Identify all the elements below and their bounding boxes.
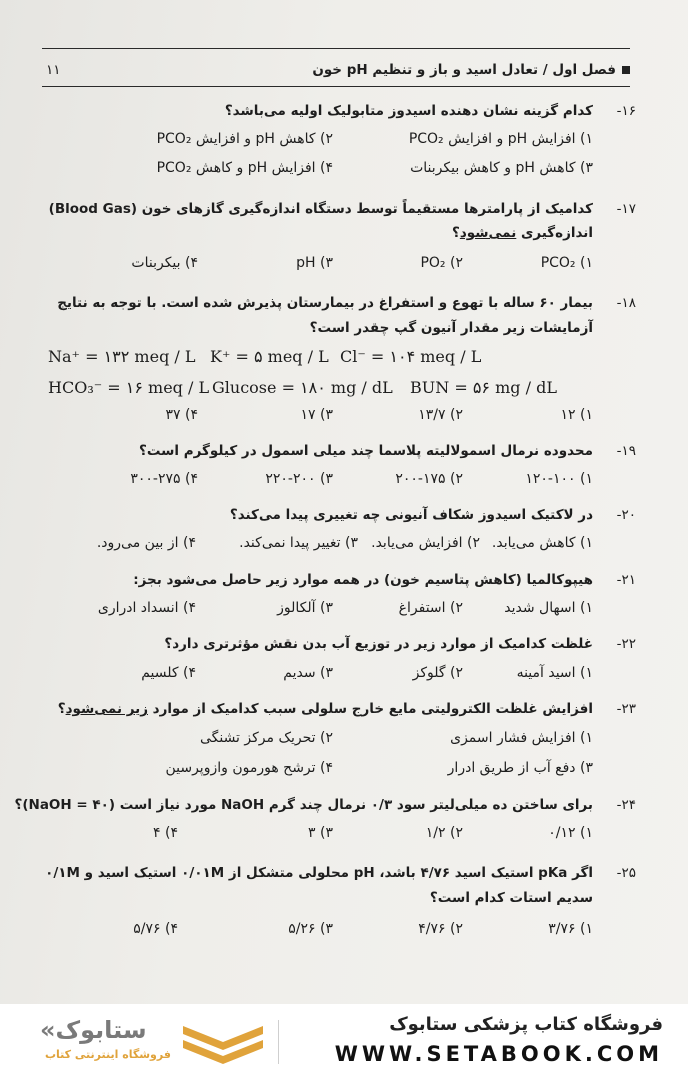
option-3[interactable]: ۳) ۱۷ (300, 407, 333, 423)
store-footer (0, 1004, 688, 1080)
lab-sodium: Na⁺ = ۱۳۲ meq / L (48, 347, 196, 366)
option-4[interactable]: ۴) افزایش pH و کاهش PCO₂ (156, 160, 333, 176)
option-1[interactable]: ۱) افزایش pH و افزایش PCO₂ (408, 131, 593, 147)
option-1[interactable]: ۱) افزایش فشار اسمزی (450, 730, 593, 746)
option-4[interactable]: ۴) انسداد ادراری (97, 600, 196, 616)
question-text: افزایش غلظت الکترولیتی مایع خارج سلولی سبب کدامیک از موارد زیر نمی‌شود؟ (57, 701, 593, 717)
option-1[interactable]: ۱) اسهال شدید (504, 600, 593, 616)
option-2[interactable]: ۲) ۴/۷۶ (418, 921, 463, 937)
option-4[interactable]: ۴) ۵/۷۶ (133, 921, 178, 937)
option-4[interactable]: ۴) بیکربنات (131, 255, 198, 271)
option-3[interactable]: ۳) تغییر پیدا نمی‌کند. (239, 535, 358, 551)
question-number: -۲۴ (616, 797, 636, 813)
question-number: -۱۹ (616, 443, 636, 459)
option-4[interactable]: ۴) از بین می‌رود. (96, 535, 196, 551)
option-1[interactable]: ۱) ۰/۱۲ (548, 825, 593, 841)
option-3[interactable]: ۳) ۳ (308, 825, 333, 841)
option-4[interactable]: ۴) ۳۷ (165, 407, 198, 423)
option-3[interactable]: ۳) ۵/۲۶ (288, 921, 333, 937)
question-text: کدام گزینه نشان دهنده اسیدوز متابولیک اولیه می‌باشد؟ (224, 103, 593, 119)
lab-chloride: Cl⁻ = ۱۰۴ meq / L (340, 347, 482, 366)
logo-wordmark: «ستابوک (40, 1016, 147, 1044)
question-text-line-2: سدیم استات کدام است؟ (429, 890, 593, 906)
option-2[interactable]: ۲) ۱۳/۷ (418, 407, 463, 423)
option-4[interactable]: ۴) ۴ (153, 825, 178, 841)
footer-divider (278, 1020, 279, 1064)
option-4[interactable]: ۴) کلسیم (141, 665, 196, 681)
option-2[interactable]: ۲) ۱/۲ (425, 825, 463, 841)
question-number: -۱۶ (616, 103, 636, 119)
option-2[interactable]: ۲) استفراغ (398, 600, 463, 616)
question-number: -۲۲ (616, 636, 636, 652)
option-3[interactable]: ۳) pH (296, 255, 333, 271)
lab-glucose: Glucose = ۱۸۰ mg / dL (212, 378, 393, 397)
option-3[interactable]: ۳) سدیم (283, 665, 333, 681)
option-1[interactable]: ۱) ۱۲۰-۱۰۰ (525, 471, 593, 487)
option-2[interactable]: ۲) تحریک مرکز تشنگی (199, 730, 333, 746)
lab-bicarbonate: HCO₃⁻ = ۱۶ meq / L (48, 378, 210, 397)
header-rule-top (42, 48, 630, 49)
option-1[interactable]: ۱) PCO₂ (540, 255, 593, 271)
page-number: ۱۱ (46, 62, 61, 78)
header-rule-bottom (42, 86, 630, 87)
option-1[interactable]: ۱) ۳/۷۶ (548, 921, 593, 937)
chapter-title: فصل اول / تعادل اسید و باز و تنظیم pH خون (312, 58, 630, 82)
option-1[interactable]: ۱) اسید آمینه (516, 665, 593, 681)
question-text-line-2: آزمایشات زیر مقدار آنیون گپ چقدر است؟ (309, 320, 593, 336)
option-4[interactable]: ۴) ۳۰۰-۲۷۵ (130, 471, 198, 487)
question-number: -۲۵ (616, 865, 636, 881)
option-2[interactable]: ۲) افزایش می‌یابد. (371, 535, 480, 551)
store-name: فروشگاه کتاب پزشکی ستابوک (389, 1014, 663, 1035)
option-3[interactable]: ۳) آلکالوز (277, 600, 333, 616)
option-2[interactable]: ۲) PO₂ (420, 255, 463, 271)
option-1[interactable]: ۱) کاهش می‌یابد. (491, 535, 593, 551)
square-bullet-icon (622, 66, 630, 74)
question-number: -۲۳ (616, 701, 636, 717)
option-1[interactable]: ۱) ۱۲ (560, 407, 593, 423)
option-3[interactable]: ۳) کاهش pH و کاهش بیکربنات (410, 160, 593, 176)
negation-emphasis: زیر نمی‌شود (65, 701, 148, 717)
question-text: هیپوکالمیا (کاهش پتاسیم خون) در همه موارد زیر حاصل می‌شود بجز: (133, 572, 593, 588)
question-number: -۲۰ (616, 507, 636, 523)
option-4[interactable]: ۴) ترشح هورمون وازوپرسین (165, 760, 333, 776)
question-number: -۱۷ (616, 201, 636, 217)
option-3[interactable]: ۳) ۲۲۰-۲۰۰ (265, 471, 333, 487)
question-text: بیمار ۶۰ ساله با تهوع و استفراغ در بیمارستان پذیرش شده است. با توجه به نتایج (57, 295, 593, 311)
question-number: -۱۸ (616, 295, 636, 311)
running-head (42, 58, 630, 82)
lab-potassium: K⁺ = ۵ meq / L (210, 347, 329, 366)
store-url-link[interactable]: WWW.SETABOOK.COM (334, 1042, 663, 1066)
logo-tagline: فروشگاه اینترنتی کتاب (45, 1048, 171, 1061)
option-2[interactable]: ۲) ۲۰۰-۱۷۵ (395, 471, 463, 487)
option-2[interactable]: ۲) گلوکز (412, 665, 463, 681)
option-2[interactable]: ۲) کاهش pH و افزایش PCO₂ (156, 131, 333, 147)
lab-bun: BUN = ۵۶ mg / dL (410, 378, 557, 397)
question-text: محدوده نرمال اسمولالیته پلاسما چند میلی اسمول در کیلوگرم است؟ (139, 443, 593, 459)
question-text: کدامیک از پارامترها مستقیماً توسط دستگاه اندازه‌گیری گازهای خون (Blood Gas) (48, 201, 593, 217)
negation-emphasis: نمی‌شود (459, 225, 517, 241)
question-text: اگر pKa استیک اسید ۴/۷۶ باشد، pH محلولی متشکل از ۰/۰۱M استیک اسید و ۰/۱M (45, 865, 593, 881)
book-chevron-logo-icon (178, 1018, 268, 1068)
option-3[interactable]: ۳) دفع آب از طریق ادرار (447, 760, 593, 776)
question-text-line-2: اندازه‌گیری نمی‌شود؟ (452, 225, 593, 241)
question-text: غلظت کدامیک از موارد زیر در توزیع آب بدن نقش مؤثرتری دارد؟ (164, 636, 593, 652)
question-text: برای ساختن ده میلی‌لیتر سود ۰/۳ نرمال چند گرم NaOH مورد نیاز است (NaOH = ۴۰)؟ (14, 797, 593, 813)
question-number: -۲۱ (616, 572, 636, 588)
question-text: در لاکتیک اسیدوز شکاف آنیونی چه تغییری پیدا می‌کند؟ (229, 507, 593, 523)
